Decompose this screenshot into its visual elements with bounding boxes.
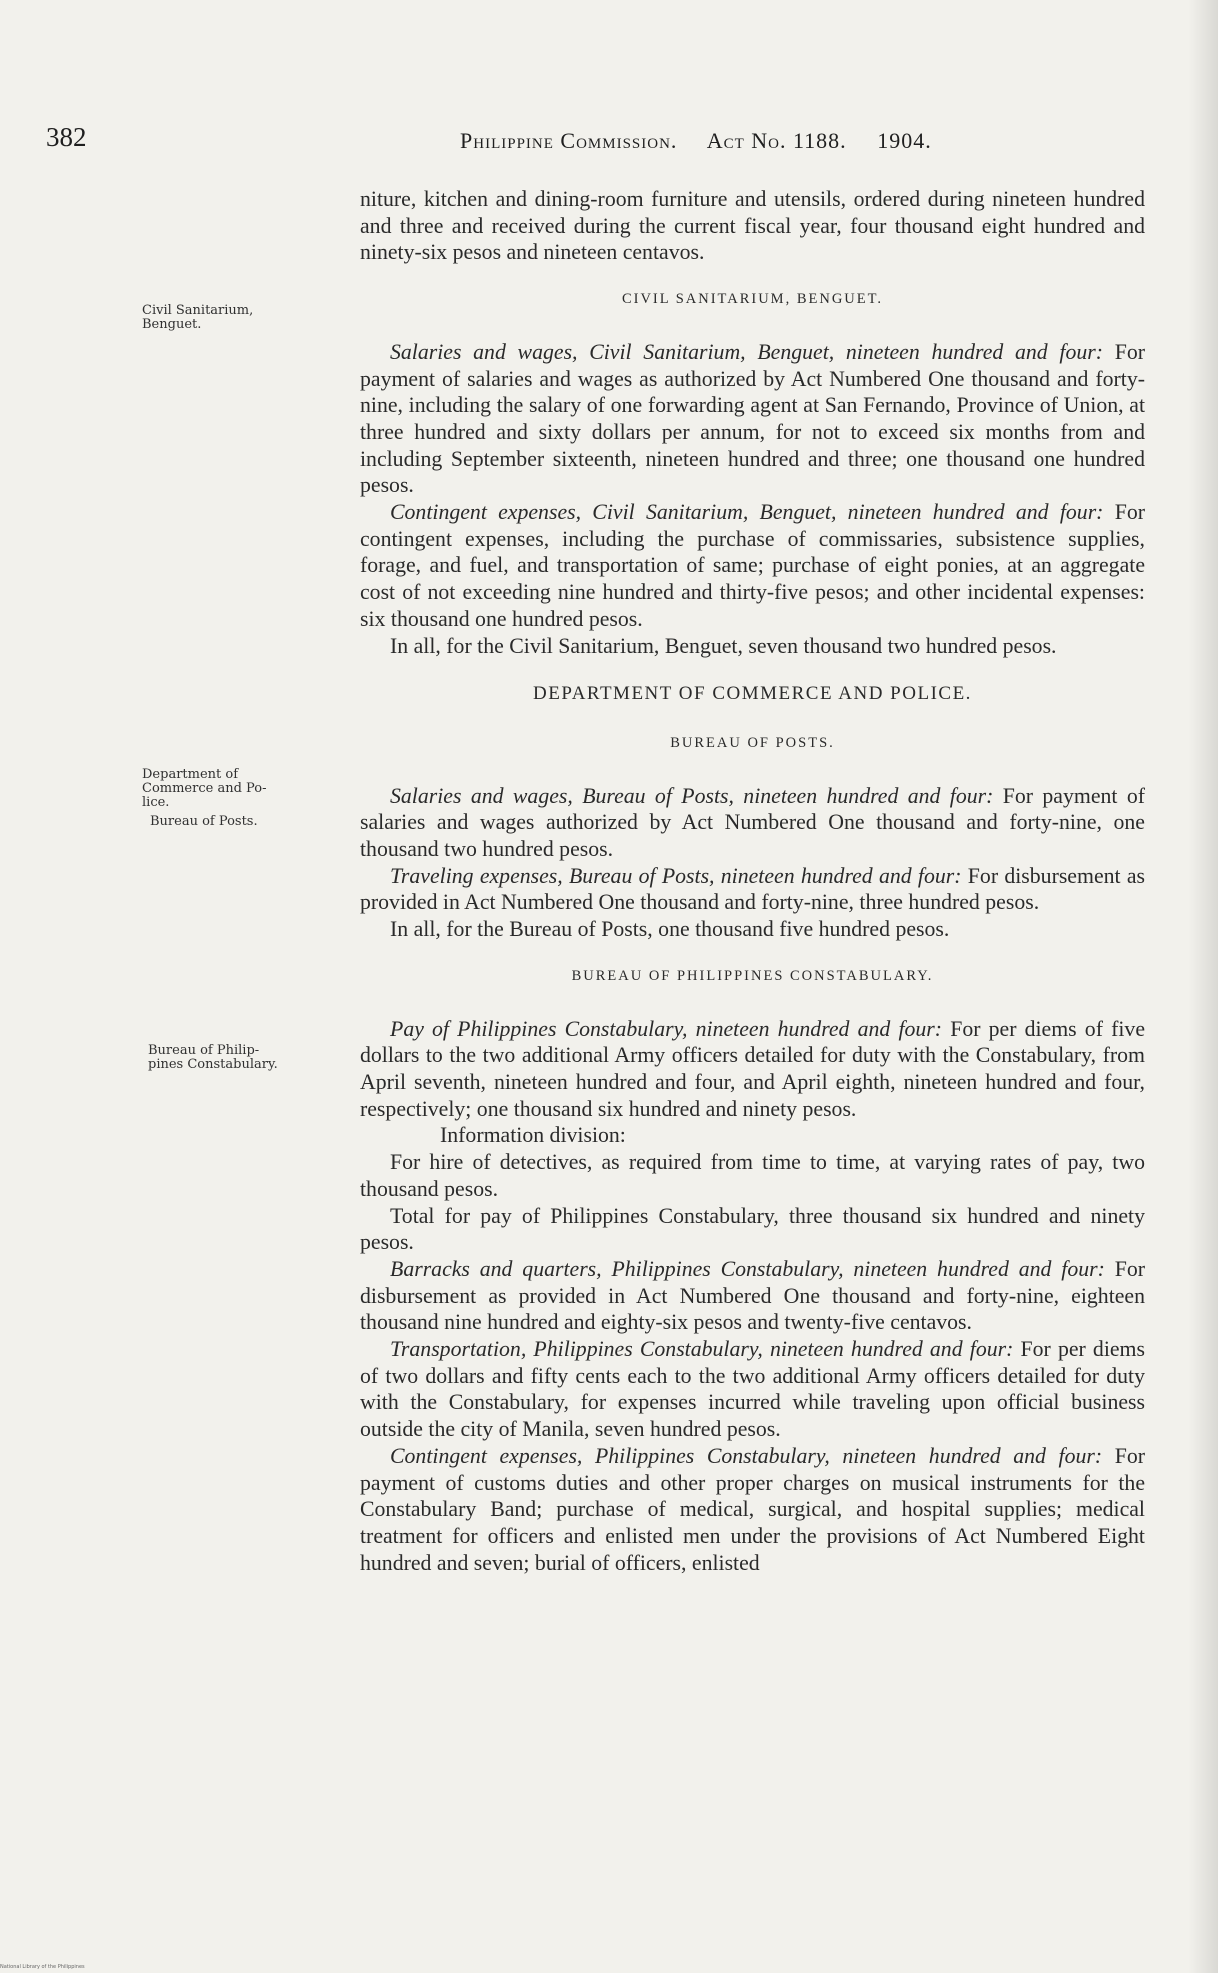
detectives-paragraph: For hire of detectives, as required from time to time, at varying rates of pay, two thousand pesos.	[360, 1150, 1145, 1201]
running-head-act: Act No. 1188.	[706, 128, 847, 153]
sanitarium-salaries-paragraph: Salaries and wages, Civil Sanitarium, Benguet, nineteen hundred and four: For payment of salaries and wages as authorized by Act Numbered One thousand and forty-nine, including the salary of one forwarding agent at San Fernando, Province of Union, at three hundred and sixty dollars per annum, for not to exceed six months from and including September sixteenth, nineteen hundred and three; one thousand one hundred pesos.	[360, 339, 1145, 498]
posts-total-paragraph: In all, for the Bureau of Posts, one thousand five hundred pesos.	[390, 917, 950, 942]
sanitarium-total-paragraph: In all, for the Civil Sanitarium, Benguet, seven thousand two hundred pesos.	[390, 633, 1057, 658]
constabulary-heading: BUREAU OF PHILIPPINES CONSTABULARY.	[571, 967, 934, 984]
margin-note-bureau-posts: Bureau of Posts.	[150, 814, 258, 829]
running-head	[460, 128, 1160, 154]
footer-credit: National Library of the Philippines	[0, 1964, 85, 1970]
transportation-paragraph: Transportation, Philippines Constabulary, nineteen hundred and four: For per diems of two dollars and fifty cents each to the two additional Army officers detailed for duty with the Constabulary, for expenses incurred while traveling upon official business outside the city of Manila, seven hundred pesos.	[360, 1337, 1145, 1442]
pay-total-paragraph: Total for pay of Philippines Constabulary, three thousand six hundred and ninety pesos.	[360, 1203, 1145, 1255]
sanitarium-contingent-paragraph: Contingent expenses, Civil Sanitarium, Benguet, nineteen hundred and four: For contingent expenses, including the purchase of commissaries, subsistence supplies, forage, and fuel, and transportation of same; purchase of eight ponies, at an aggregate cost of not exceeding nine hundred and thirty-five pesos; and other incidental expenses: six thousand one hundred pesos.	[360, 500, 1145, 631]
posts-salaries-paragraph: Salaries and wages, Bureau of Posts, nineteen hundred and four: For payment of salaries and wages authorized by Act Numbered One thousand and forty-nine, one thousand two hundred pesos.	[360, 783, 1145, 862]
intro-paragraph: niture, kitchen and dining-room furniture and utensils, ordered during nineteen hundred and three and received during the current fiscal year, four thousand eight hundred and ninety-six pesos and nineteen centavos.	[360, 187, 1145, 265]
margin-note-constabulary: Bureau of Philip- pines Constabulary.	[148, 1043, 278, 1072]
posts-travel-paragraph: Traveling expenses, Bureau of Posts, nineteen hundred and four: For disbursement as provided in Act Numbered One thousand and forty-nine, three hundred pesos.	[360, 863, 1145, 915]
margin-note-civil-sanitarium: Civil Sanitarium, Benguet.	[142, 303, 254, 332]
civil-sanitarium-heading: CIVIL SANITARIUM, BENGUET.	[621, 291, 884, 308]
body-text	[360, 186, 1145, 1576]
running-head-year: 1904.	[877, 128, 932, 153]
constabulary-contingent-paragraph: Contingent expenses, Philippines Constabulary, nineteen hundred and four: For payment of customs duties and other proper charges on musical instruments for the Constabulary Band; purchase of medical, surgical, and hospital supplies; medical treatment for officers and enlisted men under the provisions of Act Numbered Eight hundred and seven; burial of officers, enlisted	[360, 1443, 1145, 1575]
margin-note-commerce-police: Department of Commerce and Po- lice.	[142, 767, 267, 810]
information-division-label: Information division:	[440, 1123, 626, 1148]
running-head-title: Philippine Commission.	[460, 128, 678, 153]
commerce-police-heading: DEPARTMENT OF COMMERCE AND POLICE.	[533, 683, 972, 705]
page-edge-shadow	[1188, 0, 1218, 1973]
constabulary-pay-paragraph: Pay of Philippines Constabulary, nineteen hundred and four: For per diems of five dollars to the two additional Army officers detailed for duty with the Constabulary, from April seventh, nineteen hundred and four, and April eighth, nineteen hundred and four, respectively; one thousand six hundred and ninety pesos.	[360, 1016, 1145, 1121]
page-number: 382	[46, 122, 87, 152]
bureau-posts-heading: BUREAU OF POSTS.	[670, 734, 835, 751]
barracks-paragraph: Barracks and quarters, Philippines Constabulary, nineteen hundred and four: For disbursement as provided in Act Numbered One thousand and forty-nine, eighteen thousand nine hundred and eighty-six pesos and twenty-five centavos.	[360, 1256, 1145, 1335]
